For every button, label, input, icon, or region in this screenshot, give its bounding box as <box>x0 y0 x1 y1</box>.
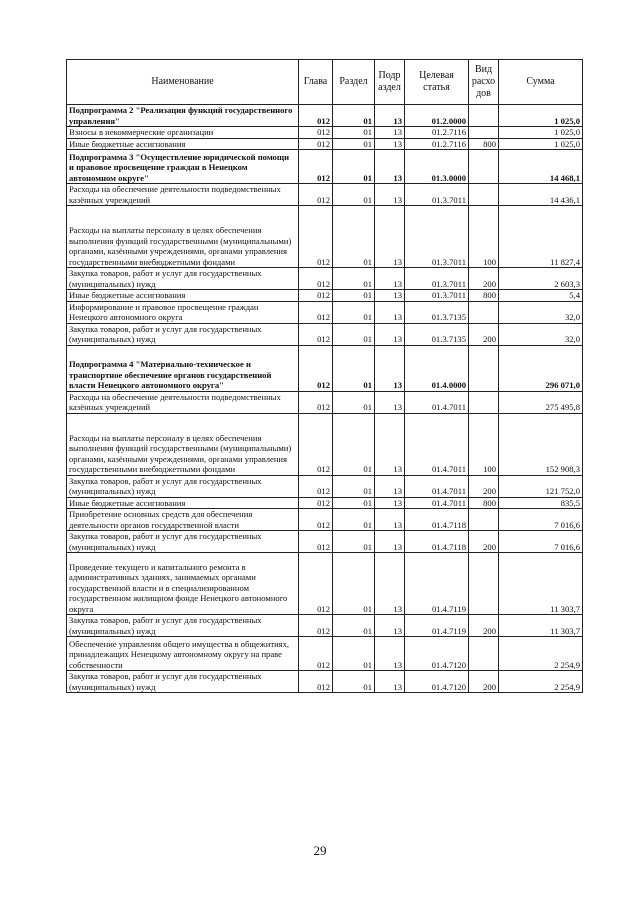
cell-section: 01 <box>333 206 375 268</box>
cell-expense-type: 800 <box>469 290 499 302</box>
cell-expense-type: 200 <box>469 531 499 553</box>
cell-name: Закупка товаров, работ и услуг для государственных (муниципальных) нужд <box>67 323 299 345</box>
cell-chapter: 012 <box>299 184 333 206</box>
cell-chapter: 012 <box>299 127 333 139</box>
cell-subsection: 13 <box>375 509 405 531</box>
cell-name: Обеспечение управления общего имущества в общежитиях, принадлежащих Ненецкому автономному округу на праве собственности <box>67 637 299 671</box>
table-row <box>67 509 583 531</box>
cell-chapter: 012 <box>299 615 333 637</box>
cell-subsection: 13 <box>375 138 405 150</box>
cell-chapter: 012 <box>299 345 333 391</box>
cell-chapter: 012 <box>299 475 333 497</box>
cell-name: Закупка товаров, работ и услуг для государственных (муниципальных) нужд <box>67 615 299 637</box>
cell-expense-type <box>469 301 499 323</box>
cell-chapter: 012 <box>299 301 333 323</box>
table-row <box>67 290 583 302</box>
cell-amount: 152 908,3 <box>499 413 583 475</box>
cell-section: 01 <box>333 150 375 184</box>
header-chapter: Глава <box>299 60 333 105</box>
cell-subsection: 13 <box>375 553 405 615</box>
cell-chapter: 012 <box>299 105 333 127</box>
cell-expense-type: 100 <box>469 413 499 475</box>
cell-name: Расходы на обеспечение деятельности подведомственных казённых учреждений <box>67 184 299 206</box>
cell-chapter: 012 <box>299 531 333 553</box>
cell-section: 01 <box>333 497 375 509</box>
cell-name: Расходы на обеспечение деятельности подведомственных казённых учреждений <box>67 391 299 413</box>
cell-amount: 2 254,9 <box>499 637 583 671</box>
cell-expense-type <box>469 509 499 531</box>
cell-name: Расходы на выплаты персоналу в целях обеспечения выполнения функций государственными (муниципальными) органами, казёнными учреждениями, органами управления государственными внебюджетными фондами <box>67 413 299 475</box>
cell-expense-type: 200 <box>469 671 499 693</box>
cell-chapter: 012 <box>299 138 333 150</box>
cell-amount: 1 025,0 <box>499 105 583 127</box>
cell-target-article: 01.3.0000 <box>405 150 469 184</box>
header-expense-type: Вид расхо дов <box>469 60 499 105</box>
cell-subsection: 13 <box>375 391 405 413</box>
cell-amount: 11 303,7 <box>499 615 583 637</box>
cell-name: Иные бюджетные ассигнования <box>67 138 299 150</box>
cell-amount: 7 016,6 <box>499 531 583 553</box>
cell-name: Закупка товаров, работ и услуг для государственных (муниципальных) нужд <box>67 671 299 693</box>
cell-subsection: 13 <box>375 290 405 302</box>
cell-amount: 7 016,6 <box>499 509 583 531</box>
table-row <box>67 553 583 615</box>
cell-amount: 296 071,0 <box>499 345 583 391</box>
cell-subsection: 13 <box>375 413 405 475</box>
table-row <box>67 184 583 206</box>
cell-name: Подпрограмма 4 "Материально-техническое и транспортное обеспечение органов государственной власти Ненецкого автономного округа" <box>67 345 299 391</box>
cell-section: 01 <box>333 105 375 127</box>
cell-expense-type: 200 <box>469 323 499 345</box>
cell-amount: 121 752,0 <box>499 475 583 497</box>
cell-chapter: 012 <box>299 509 333 531</box>
cell-subsection: 13 <box>375 671 405 693</box>
cell-chapter: 012 <box>299 553 333 615</box>
cell-subsection: 13 <box>375 345 405 391</box>
cell-target-article: 01.4.7118 <box>405 531 469 553</box>
cell-section: 01 <box>333 391 375 413</box>
cell-section: 01 <box>333 671 375 693</box>
cell-target-article: 01.4.7011 <box>405 413 469 475</box>
cell-expense-type <box>469 553 499 615</box>
cell-subsection: 13 <box>375 531 405 553</box>
cell-chapter: 012 <box>299 391 333 413</box>
cell-amount: 5,4 <box>499 290 583 302</box>
cell-section: 01 <box>333 138 375 150</box>
cell-amount: 32,0 <box>499 323 583 345</box>
table-header-row <box>67 60 583 105</box>
table-body <box>67 105 583 693</box>
cell-section: 01 <box>333 301 375 323</box>
cell-section: 01 <box>333 553 375 615</box>
table-row <box>67 413 583 475</box>
cell-section: 01 <box>333 323 375 345</box>
cell-amount: 11 827,4 <box>499 206 583 268</box>
cell-name: Приобретение основных средств для обеспечения деятельности органов государственной власти <box>67 509 299 531</box>
table-row <box>67 615 583 637</box>
subprogram-row <box>67 150 583 184</box>
cell-chapter: 012 <box>299 497 333 509</box>
cell-target-article: 01.4.7119 <box>405 615 469 637</box>
cell-section: 01 <box>333 268 375 290</box>
cell-target-article: 01.4.7120 <box>405 637 469 671</box>
cell-amount: 1 025,0 <box>499 138 583 150</box>
cell-name: Информирование и правовое просвещение граждан Ненецкого автономного округа <box>67 301 299 323</box>
cell-chapter: 012 <box>299 290 333 302</box>
cell-expense-type <box>469 637 499 671</box>
table-row <box>67 138 583 150</box>
cell-subsection: 13 <box>375 127 405 139</box>
cell-subsection: 13 <box>375 637 405 671</box>
cell-section: 01 <box>333 475 375 497</box>
header-name: Наименование <box>67 60 299 105</box>
cell-target-article: 01.3.7011 <box>405 290 469 302</box>
table-row <box>67 391 583 413</box>
table-row <box>67 127 583 139</box>
cell-section: 01 <box>333 184 375 206</box>
cell-subsection: 13 <box>375 497 405 509</box>
table-row <box>67 531 583 553</box>
cell-expense-type: 800 <box>469 497 499 509</box>
cell-section: 01 <box>333 127 375 139</box>
cell-expense-type: 800 <box>469 138 499 150</box>
header-target-article: Целевая статья <box>405 60 469 105</box>
subprogram-row <box>67 105 583 127</box>
cell-amount: 11 303,7 <box>499 553 583 615</box>
cell-subsection: 13 <box>375 206 405 268</box>
subprogram-row <box>67 345 583 391</box>
cell-name: Подпрограмма 3 "Осуществление юридической помощи и правовое просвещение граждан в Ненецком автономном округе" <box>67 150 299 184</box>
cell-name: Взносы в некоммерческие организации <box>67 127 299 139</box>
cell-expense-type: 200 <box>469 615 499 637</box>
cell-expense-type: 200 <box>469 268 499 290</box>
cell-name: Закупка товаров, работ и услуг для государственных (муниципальных) нужд <box>67 268 299 290</box>
cell-expense-type <box>469 184 499 206</box>
cell-expense-type <box>469 391 499 413</box>
cell-target-article: 01.4.7011 <box>405 475 469 497</box>
cell-name: Расходы на выплаты персоналу в целях обеспечения выполнения функций государственными (муниципальными) органами, казёнными учреждениями, органами управления государственными внебюджетными фондами <box>67 206 299 268</box>
cell-target-article: 01.3.7011 <box>405 184 469 206</box>
cell-amount: 835,5 <box>499 497 583 509</box>
table-row <box>67 671 583 693</box>
cell-target-article: 01.3.7011 <box>405 206 469 268</box>
cell-name: Закупка товаров, работ и услуг для государственных (муниципальных) нужд <box>67 531 299 553</box>
cell-amount: 14 436,1 <box>499 184 583 206</box>
header-subsection: Подр аздел <box>375 60 405 105</box>
cell-amount: 14 468,1 <box>499 150 583 184</box>
cell-expense-type <box>469 127 499 139</box>
cell-expense-type: 100 <box>469 206 499 268</box>
cell-amount: 32,0 <box>499 301 583 323</box>
table-row <box>67 497 583 509</box>
cell-section: 01 <box>333 531 375 553</box>
header-amount: Сумма <box>499 60 583 105</box>
cell-target-article: 01.4.7118 <box>405 509 469 531</box>
cell-subsection: 13 <box>375 268 405 290</box>
cell-target-article: 01.4.7120 <box>405 671 469 693</box>
cell-expense-type: 200 <box>469 475 499 497</box>
table-row <box>67 323 583 345</box>
table-row <box>67 637 583 671</box>
budget-table <box>66 59 583 693</box>
cell-chapter: 012 <box>299 637 333 671</box>
cell-name: Проведение текущего и капитального ремонта в административных зданиях, занимаемых органами государственной власти и в специализированном государственном жилищном фонде Ненецкого автономного округа <box>67 553 299 615</box>
cell-amount: 2 603,3 <box>499 268 583 290</box>
cell-target-article: 01.2.0000 <box>405 105 469 127</box>
cell-section: 01 <box>333 345 375 391</box>
cell-name: Иные бюджетные ассигнования <box>67 290 299 302</box>
cell-subsection: 13 <box>375 615 405 637</box>
table-row <box>67 475 583 497</box>
cell-subsection: 13 <box>375 184 405 206</box>
cell-subsection: 13 <box>375 301 405 323</box>
cell-chapter: 012 <box>299 268 333 290</box>
cell-section: 01 <box>333 615 375 637</box>
cell-section: 01 <box>333 509 375 531</box>
cell-target-article: 01.2.7116 <box>405 138 469 150</box>
cell-amount: 2 254,9 <box>499 671 583 693</box>
cell-target-article: 01.3.7135 <box>405 323 469 345</box>
cell-chapter: 012 <box>299 413 333 475</box>
cell-expense-type <box>469 345 499 391</box>
cell-section: 01 <box>333 290 375 302</box>
cell-target-article: 01.3.7011 <box>405 268 469 290</box>
table-row <box>67 268 583 290</box>
cell-name: Иные бюджетные ассигнования <box>67 497 299 509</box>
cell-section: 01 <box>333 637 375 671</box>
cell-expense-type <box>469 105 499 127</box>
cell-target-article: 01.4.7119 <box>405 553 469 615</box>
cell-chapter: 012 <box>299 150 333 184</box>
cell-amount: 1 025,0 <box>499 127 583 139</box>
page-number: 29 <box>313 843 327 858</box>
cell-subsection: 13 <box>375 150 405 184</box>
cell-amount: 275 495,8 <box>499 391 583 413</box>
cell-target-article: 01.4.7011 <box>405 391 469 413</box>
cell-target-article: 01.4.0000 <box>405 345 469 391</box>
cell-target-article: 01.2.7116 <box>405 127 469 139</box>
cell-chapter: 012 <box>299 323 333 345</box>
cell-chapter: 012 <box>299 671 333 693</box>
table-row <box>67 206 583 268</box>
cell-target-article: 01.3.7135 <box>405 301 469 323</box>
cell-section: 01 <box>333 413 375 475</box>
cell-subsection: 13 <box>375 105 405 127</box>
cell-subsection: 13 <box>375 475 405 497</box>
header-section: Раздел <box>333 60 375 105</box>
cell-target-article: 01.4.7011 <box>405 497 469 509</box>
cell-name: Подпрограмма 2 "Реализация функций государственного управления" <box>67 105 299 127</box>
cell-subsection: 13 <box>375 323 405 345</box>
table-row <box>67 301 583 323</box>
cell-name: Закупка товаров, работ и услуг для государственных (муниципальных) нужд <box>67 475 299 497</box>
cell-chapter: 012 <box>299 206 333 268</box>
cell-expense-type <box>469 150 499 184</box>
